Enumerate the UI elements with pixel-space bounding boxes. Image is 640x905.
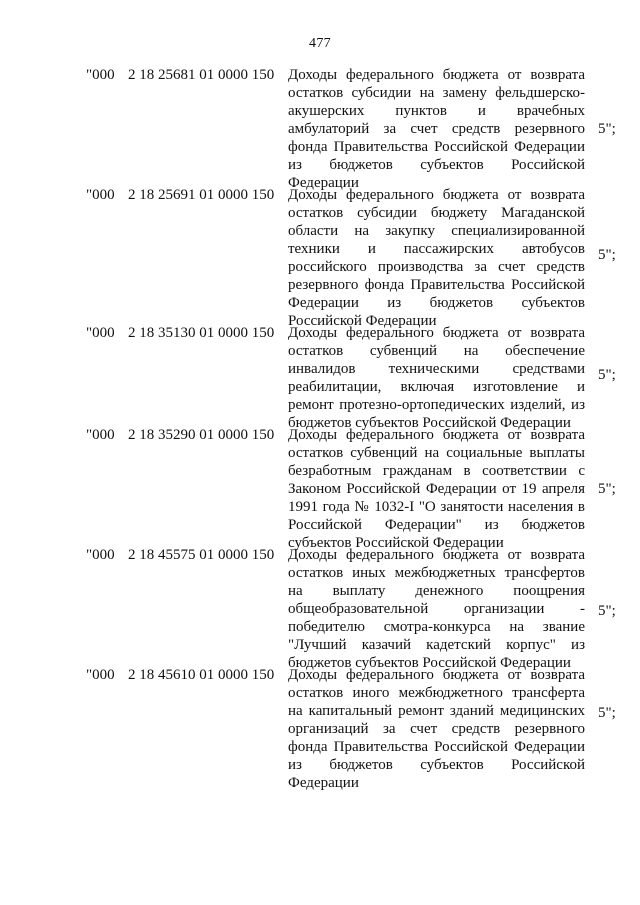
income-description: Доходы федерального бюджета от возврата остатков субвенций на обеспечение инвалидов техническими средствами реабилитации, включая изготовление и ремонт протезно-ортопедических изделий, из бюджетов субъектов Российской Федерации: [288, 325, 585, 431]
row-prefix: "000: [86, 67, 115, 83]
budget-code: 2 18 45610 01 0000 150: [128, 667, 275, 683]
table-row: [0, 66, 640, 191]
row-amount: 5";: [598, 121, 616, 137]
row-prefix: "000: [86, 547, 115, 563]
income-description: Доходы федерального бюджета от возврата остатков иных межбюджетных трансфертов на выплату денежного поощрения общеобразовательной организации - победителю смотра-конкурса на звание "Лучший казачий кадетский корпус" из бюджетов субъектов Российской Федерации: [288, 547, 585, 671]
row-amount: 5";: [598, 603, 616, 619]
row-amount: 5";: [598, 367, 616, 383]
budget-code: 2 18 35130 01 0000 150: [128, 325, 275, 341]
budget-code: 2 18 35290 01 0000 150: [128, 427, 275, 443]
income-description: Доходы федерального бюджета от возврата остатков иного межбюджетного трансферта на капитальный ремонт зданий медицинских организаций за счет средств резервного фонда Правительства Российской Федерации из бюджетов субъектов Российской Федерации: [288, 667, 585, 791]
row-amount: 5";: [598, 705, 616, 721]
income-codes-table: [0, 66, 640, 791]
table-row: [0, 186, 640, 329]
table-row: [0, 324, 640, 431]
row-prefix: "000: [86, 427, 115, 443]
page-number: 477: [309, 36, 331, 51]
table-row: [0, 546, 640, 671]
budget-code: 2 18 25691 01 0000 150: [128, 187, 275, 203]
row-prefix: "000: [86, 325, 115, 341]
row-prefix: "000: [86, 187, 115, 203]
income-description: Доходы федерального бюджета от возврата остатков субвенций на социальные выплаты безработным гражданам в соответствии с Законом Российской Федерации от 19 апреля 1991 года № 1032-I "О занятости населения в Российской Федерации" из бюджетов субъектов Российской Федерации: [288, 427, 585, 551]
income-description: Доходы федерального бюджета от возврата остатков субсидии бюджету Магаданской области на закупку специализированной техники и пассажирских автобусов российского производства за счет средств резервного фонда Правительства Российской Федерации из бюджетов субъектов Российской Федерации: [288, 187, 585, 329]
row-prefix: "000: [86, 667, 115, 683]
budget-code: 2 18 25681 01 0000 150: [128, 67, 275, 83]
table-row: [0, 666, 640, 791]
table-row: [0, 426, 640, 551]
row-amount: 5";: [598, 481, 616, 497]
budget-code: 2 18 45575 01 0000 150: [128, 547, 275, 563]
row-amount: 5";: [598, 247, 616, 263]
income-description: Доходы федерального бюджета от возврата остатков субсидии на замену фельдшерско-акушерских пунктов и врачебных амбулаторий за счет средств резервного фонда Правительства Российской Федерации из бюджетов субъектов Российской Федерации: [288, 67, 585, 191]
